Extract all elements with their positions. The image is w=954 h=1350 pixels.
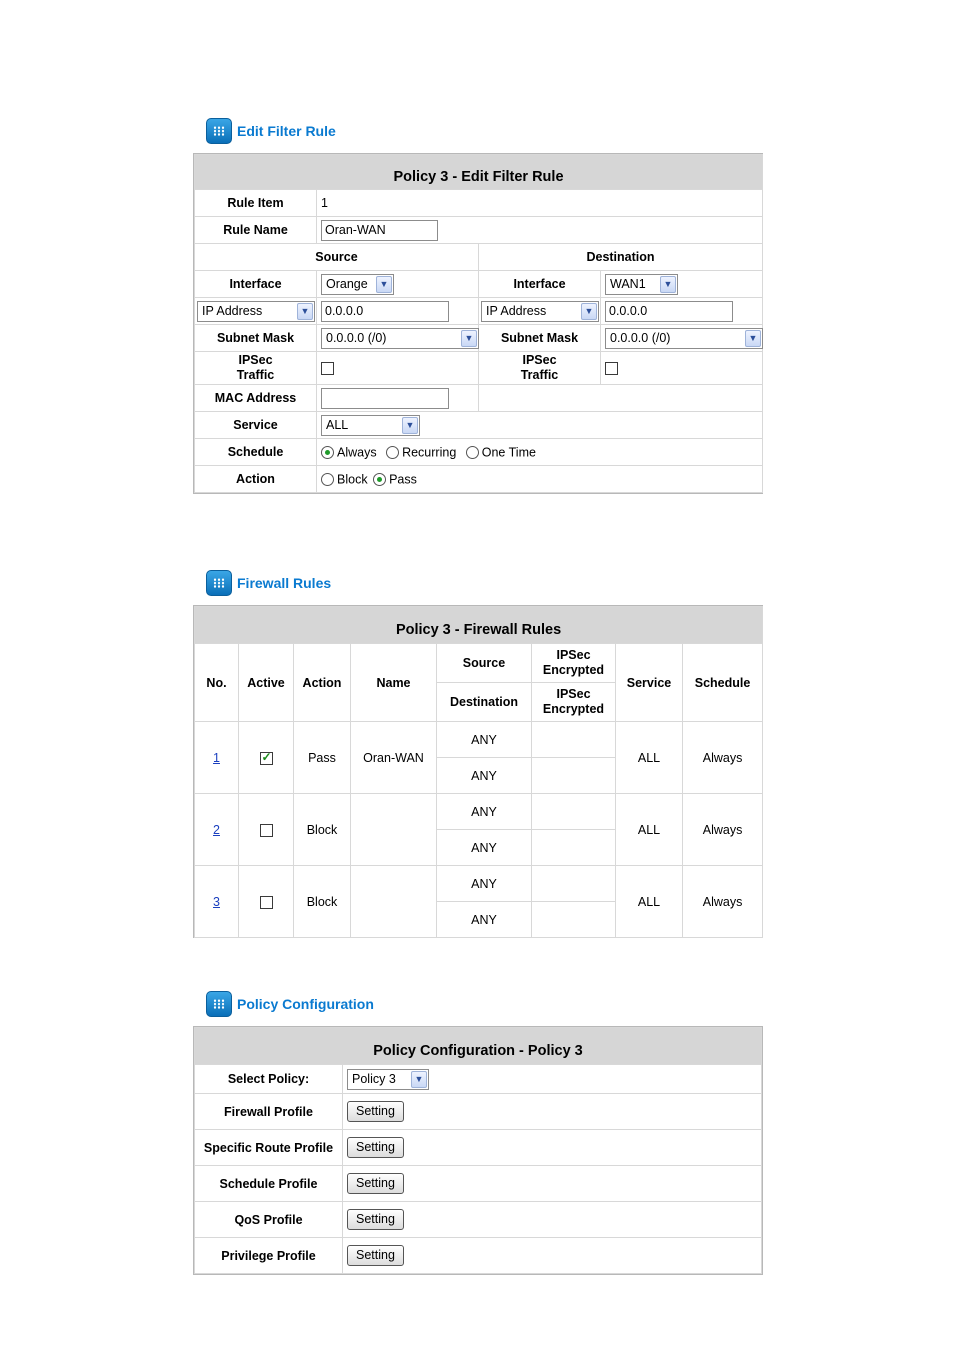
destination-subnet-select[interactable]: 0.0.0.0 (/0) ▼	[605, 328, 763, 349]
schedule-profile-setting-button[interactable]: Setting	[347, 1173, 404, 1194]
rule-action-2: Block	[294, 794, 351, 866]
radio-selected-icon	[373, 473, 386, 486]
rule-schedule-3: Always	[683, 866, 763, 938]
firewall-rules-title	[206, 570, 331, 596]
chevron-down-icon: ▼	[376, 276, 392, 293]
policy-configuration-title	[206, 991, 374, 1017]
rule-destination-3: ANY	[437, 902, 532, 938]
source-interface-select[interactable]: Orange ▼	[321, 274, 394, 295]
edit-filter-rule-title	[206, 118, 336, 144]
rule-action-1: Pass	[294, 722, 351, 794]
rule-service-2: ALL	[616, 794, 683, 866]
rule-source-ipsec-2	[532, 794, 616, 830]
rule-destination-ipsec-1	[532, 758, 616, 794]
rule-source-3: ANY	[437, 866, 532, 902]
destination-interface-label: Interface	[479, 271, 601, 298]
action-option-pass[interactable]: Pass	[373, 472, 417, 487]
chevron-down-icon: ▼	[660, 276, 676, 293]
chevron-down-icon: ▼	[411, 1071, 427, 1088]
policy-configuration-panel	[193, 1026, 763, 1275]
rule-name-1: Oran-WAN	[351, 722, 437, 794]
table-row	[195, 866, 763, 902]
col-source: Source	[437, 644, 532, 683]
source-ipsec-label: IPSec Traffic	[195, 352, 317, 385]
schedule-option-recurring[interactable]: Recurring	[386, 445, 456, 460]
chevron-down-icon: ▼	[581, 303, 597, 320]
service-label: Service	[195, 412, 317, 439]
rule-schedule-2: Always	[683, 794, 763, 866]
rule-active-checkbox-2[interactable]	[260, 824, 273, 837]
rule-source-ipsec-3	[532, 866, 616, 902]
radio-icon	[321, 473, 334, 486]
select-policy-label: Select Policy:	[195, 1065, 343, 1094]
source-ip-input[interactable]: 0.0.0.0	[321, 301, 449, 322]
rule-active-checkbox-3[interactable]	[260, 896, 273, 909]
rule-source-ipsec-1	[532, 722, 616, 758]
col-source-ipsec: IPSec Encrypted	[532, 644, 616, 683]
table-row	[195, 722, 763, 758]
rule-destination-ipsec-2	[532, 830, 616, 866]
rule-destination-ipsec-3	[532, 902, 616, 938]
edit-filter-rule-panel	[193, 153, 763, 494]
firewall-rules-title-text: Firewall Rules	[237, 575, 332, 591]
col-destination-ipsec: IPSec Encrypted	[532, 683, 616, 722]
specific-route-profile-setting-button[interactable]: Setting	[347, 1137, 404, 1158]
policy-configuration-header: Policy Configuration - Policy 3	[195, 1028, 762, 1065]
source-address-type-select[interactable]: IP Address ▼	[197, 301, 315, 322]
col-schedule: Schedule	[683, 644, 763, 722]
privilege-profile-setting-button[interactable]: Setting	[347, 1245, 404, 1266]
source-subnet-label: Subnet Mask	[195, 325, 317, 352]
rule-item-label: Rule Item	[195, 190, 317, 217]
radio-icon	[386, 446, 399, 459]
rule-link-3[interactable]: 3	[213, 894, 220, 909]
firewall-rules-header: Policy 3 - Firewall Rules	[195, 607, 763, 644]
action-option-block[interactable]: Block	[321, 472, 368, 487]
action-label: Action	[195, 466, 317, 493]
chevron-down-icon: ▼	[745, 330, 761, 347]
col-name: Name	[351, 644, 437, 722]
qos-profile-label: QoS Profile	[195, 1202, 343, 1238]
chevron-down-icon: ▼	[297, 303, 313, 320]
service-select[interactable]: ALL ▼	[321, 415, 420, 436]
chevron-down-icon: ▼	[402, 417, 418, 434]
rule-action-3: Block	[294, 866, 351, 938]
source-subnet-select[interactable]: 0.0.0.0 (/0) ▼	[321, 328, 479, 349]
destination-ipsec-label: IPSec Traffic	[479, 352, 601, 385]
policy-configuration-title-text: Policy Configuration	[237, 996, 374, 1012]
destination-ipsec-checkbox[interactable]	[605, 362, 618, 375]
edit-filter-rule-title-text: Edit Filter Rule	[237, 123, 336, 139]
radio-selected-icon	[321, 446, 334, 459]
rule-service-1: ALL	[616, 722, 683, 794]
chevron-down-icon: ▼	[461, 330, 477, 347]
privilege-profile-label: Privilege Profile	[195, 1238, 343, 1274]
radio-icon	[466, 446, 479, 459]
col-destination: Destination	[437, 683, 532, 722]
rule-link-1[interactable]: 1	[213, 750, 220, 765]
edit-filter-rule-header: Policy 3 - Edit Filter Rule	[195, 155, 763, 190]
rule-item-value: 1	[317, 190, 763, 217]
col-active: Active	[239, 644, 294, 722]
col-service: Service	[616, 644, 683, 722]
rule-name-input[interactable]: Oran-WAN	[321, 220, 438, 241]
schedule-option-always[interactable]: Always	[321, 445, 377, 460]
rule-source-1: ANY	[437, 722, 532, 758]
table-row	[195, 794, 763, 830]
rule-schedule-1: Always	[683, 722, 763, 794]
rule-destination-1: ANY	[437, 758, 532, 794]
table-icon	[206, 118, 232, 144]
rule-source-2: ANY	[437, 794, 532, 830]
rule-service-3: ALL	[616, 866, 683, 938]
rule-active-checkbox-1[interactable]	[260, 752, 273, 765]
col-action: Action	[294, 644, 351, 722]
rule-name-label: Rule Name	[195, 217, 317, 244]
mac-address-label: MAC Address	[195, 385, 317, 412]
destination-address-type-select[interactable]: IP Address ▼	[481, 301, 599, 322]
rule-link-2[interactable]: 2	[213, 822, 220, 837]
table-icon	[206, 991, 232, 1017]
rule-name-3	[351, 866, 437, 938]
destination-ip-input[interactable]: 0.0.0.0	[605, 301, 733, 322]
mac-address-input[interactable]	[321, 388, 449, 409]
source-interface-label: Interface	[195, 271, 317, 298]
schedule-option-one-time[interactable]: One Time	[466, 445, 536, 460]
select-policy-dropdown[interactable]: Policy 3 ▼	[347, 1069, 429, 1090]
specific-route-profile-label: Specific Route Profile	[195, 1130, 343, 1166]
firewall-profile-label: Firewall Profile	[195, 1094, 343, 1130]
destination-subnet-label: Subnet Mask	[479, 325, 601, 352]
schedule-profile-label: Schedule Profile	[195, 1166, 343, 1202]
col-no: No.	[195, 644, 239, 722]
qos-profile-setting-button[interactable]: Setting	[347, 1209, 404, 1230]
rule-name-2	[351, 794, 437, 866]
schedule-label: Schedule	[195, 439, 317, 466]
source-heading: Source	[195, 244, 479, 271]
firewall-rules-panel	[193, 605, 763, 938]
destination-interface-select[interactable]: WAN1 ▼	[605, 274, 678, 295]
rule-destination-2: ANY	[437, 830, 532, 866]
source-ipsec-checkbox[interactable]	[321, 362, 334, 375]
firewall-profile-setting-button[interactable]: Setting	[347, 1101, 404, 1122]
destination-heading: Destination	[479, 244, 763, 271]
table-icon	[206, 570, 232, 596]
